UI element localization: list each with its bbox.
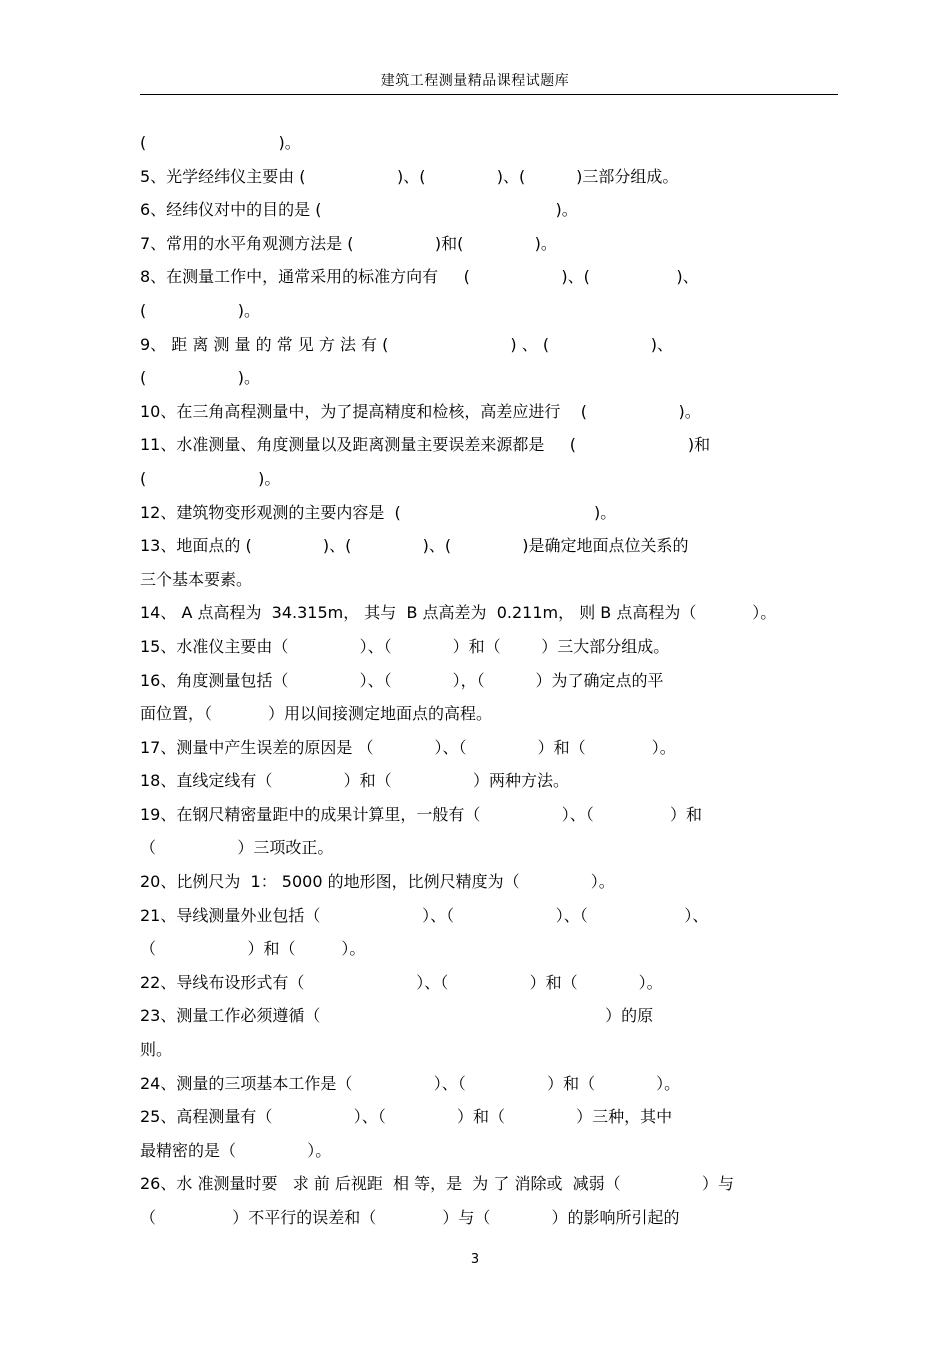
text-line: 则。 — [140, 1040, 173, 1060]
text-line: 20、比例尺为 1： 5000 的地形图，比例尺精度为（ ）。 — [140, 872, 615, 892]
page-header-title: 建筑工程测量精品课程试题库 — [380, 73, 570, 89]
text-line: 11、水准测量、角度测量以及距离测量主要误差来源都是 ( )和 — [140, 435, 711, 455]
text-line: 24、测量的三项基本工作是（ ）、（ ）和（ ）。 — [140, 1073, 681, 1093]
text-line: （ ）和（ ）。 — [140, 939, 366, 959]
page-number: 3 — [470, 1252, 480, 1267]
text-line: 23、测量工作必须遵循（ ）的原 — [140, 1006, 654, 1026]
text-line: 5、光学经纬仪主要由 ( )、( )、( )三部分组成。 — [140, 166, 679, 186]
text-line: （ ）不平行的误差和（ ）与（ ）的影响所引起的 — [140, 1208, 680, 1227]
text-line: 22、导线布设形式有（ ）、（ ）和（ ）。 — [140, 972, 663, 992]
text-line: 21、导线测量外业包括（ ）、（ ）、（ ）、 — [140, 905, 709, 925]
text-line: 6、经纬仪对中的目的是 ( )。 — [140, 200, 578, 220]
text-line: 最精密的是（ ）。 — [140, 1140, 332, 1160]
text-line: 18、直线定线有（ ）和（ ）两种方法。 — [140, 771, 569, 791]
text-line: 14、 A 点高程为 34.315m， 其与 B 点高差为 0.211m， 则 B 点高程为（ ）。 — [140, 603, 777, 623]
text-line: 15、水准仪主要由（ ）、（ ）和（ ）三大部分组成。 — [140, 636, 670, 656]
text-line: 12、建筑物变形观测的主要内容是 ( )。 — [140, 502, 617, 522]
text-line: 10、在三角高程测量中，为了提高精度和检核，高差应进行 ( )。 — [140, 401, 701, 421]
text-line: 三个基本要素。 — [140, 569, 253, 589]
text-line: 26、水 准测量时要 求 前 后视距 相 等，是 为 了 消除或 减弱（ ）与 — [140, 1174, 735, 1194]
text-line: 16、角度测量包括（ ）、（ ），（ ）为了确定点的平 — [140, 670, 664, 690]
text-line: （ ）三项改正。 — [140, 838, 334, 858]
text-line: 17、测量中产生误差的原因是 （ ）、（ ）和（ ）。 — [140, 737, 676, 757]
text-line: 25、高程测量有（ ）、（ ）和（ ）三种，其中 — [140, 1107, 673, 1127]
text-line: 7、常用的水平角观测方法是 ( )和( )。 — [140, 233, 557, 253]
text-line: ( )。 — [140, 300, 261, 320]
text-line: 19、在钢尺精密量距中的成果计算里，一般有（ ）、（ ）和 — [140, 804, 703, 824]
text-line: ( )。 — [140, 133, 301, 152]
text-line: 面位置，（ ）用以间接测定地面点的高程。 — [140, 704, 492, 724]
text-line: ( )。 — [140, 368, 261, 388]
header-divider — [140, 94, 838, 95]
text-line: 9、 距 离 测 量 的 常 见 方 法 有 ( ) 、 ( )、 — [140, 334, 674, 354]
text-line: 8、在测量工作中，通常采用的标准方向有 ( )、( )、 — [140, 267, 699, 287]
text-line: ( )。 — [140, 468, 281, 488]
text-line: 13、地面点的 ( )、( )、( )是确定地面点位关系的 — [140, 536, 689, 556]
question-list — [140, 126, 838, 1235]
